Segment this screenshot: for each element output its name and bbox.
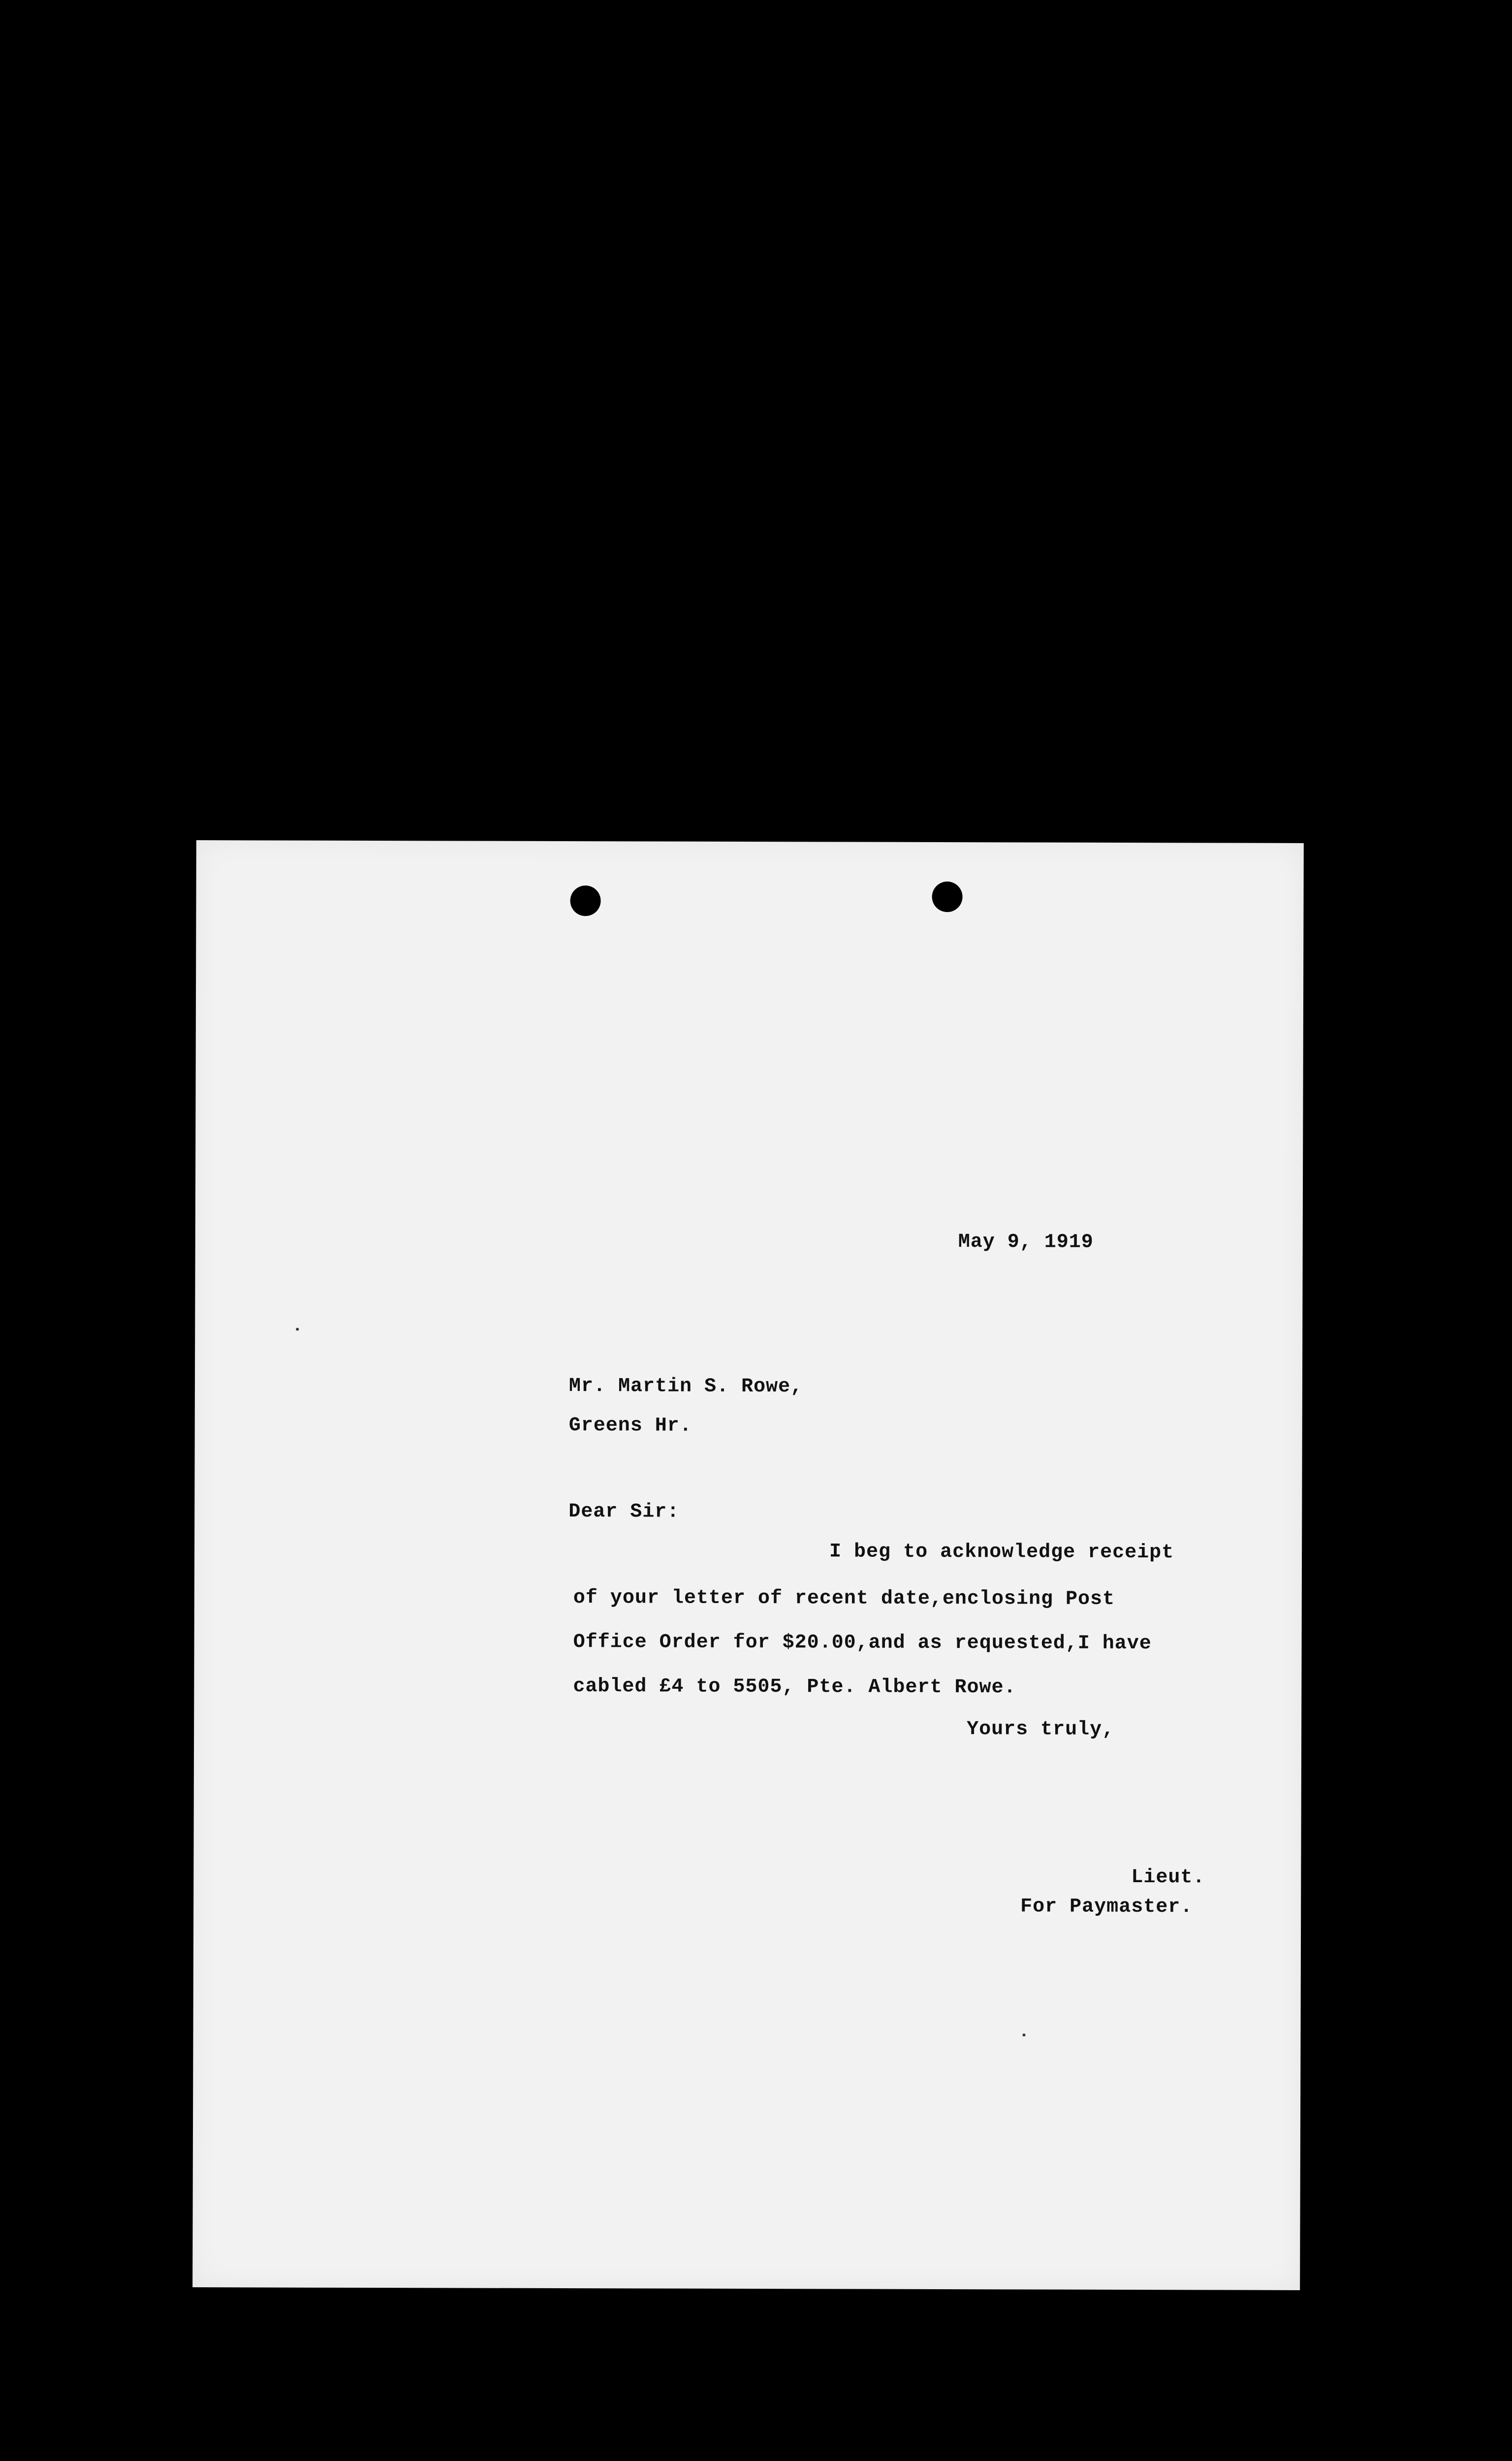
signature-rank: Lieut. bbox=[1131, 1866, 1205, 1889]
letter-closing: Yours truly, bbox=[967, 1718, 1115, 1741]
body-line: Office Order for $20.00,and as requested,I have bbox=[573, 1631, 1152, 1655]
punch-hole-left bbox=[570, 885, 600, 916]
body-line: cabled £4 to 5505, Pte. Albert Rowe. bbox=[573, 1675, 1016, 1699]
letter-date: May 9, 1919 bbox=[958, 1231, 1094, 1254]
body-line: of your letter of recent date,enclosing Post bbox=[573, 1587, 1115, 1610]
punch-hole-right bbox=[932, 882, 962, 912]
paper-speck bbox=[296, 1328, 299, 1331]
salutation: Dear Sir: bbox=[568, 1501, 680, 1523]
addressee-place: Greens Hr. bbox=[568, 1415, 692, 1437]
body-line: I beg to acknowledge receipt bbox=[829, 1541, 1174, 1564]
letter-page bbox=[192, 840, 1304, 2290]
addressee-name: Mr. Martin S. Rowe, bbox=[568, 1375, 803, 1398]
signature-title: For Paymaster. bbox=[1020, 1895, 1193, 1919]
paper-speck bbox=[1022, 2033, 1025, 2036]
